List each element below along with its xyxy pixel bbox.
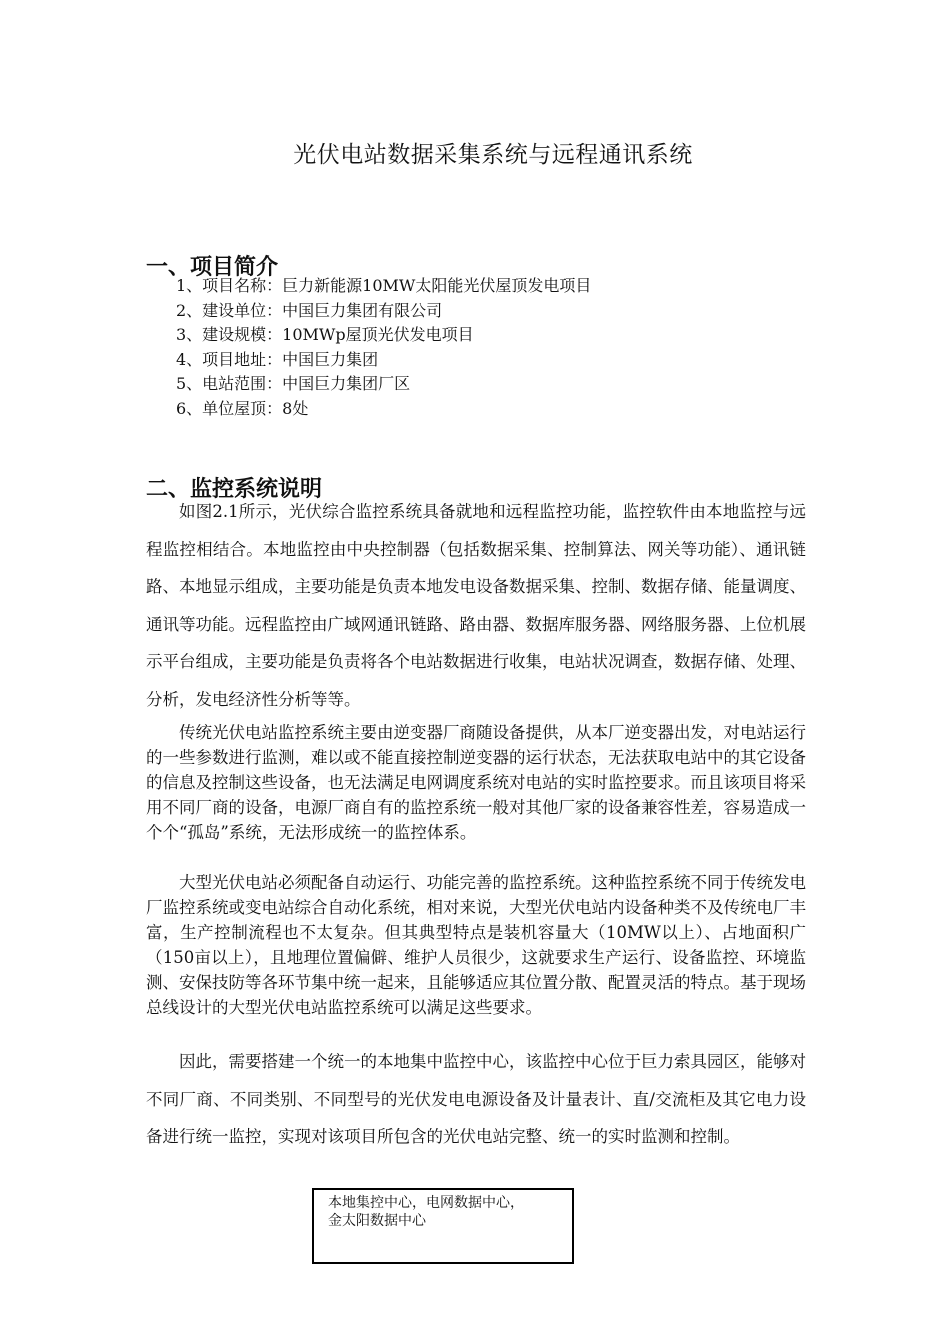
diagram-box-data-center [312, 1188, 574, 1264]
info-item-address: 4、项目地址：中国巨力集团 [176, 349, 379, 369]
info-item-project-name: 1、项目名称：巨力新能源10MW太阳能光伏屋顶发电项目 [176, 276, 592, 295]
section-heading-project-intro: 一、项目简介 [146, 255, 279, 280]
diagram-box-line-1: 本地集控中心，电网数据中心， [328, 1195, 524, 1211]
info-item-station-range: 5、电站范围：中国巨力集团厂区 [176, 374, 411, 393]
info-item-builder: 2、建设单位：中国巨力集团有限公司 [176, 300, 443, 320]
info-item-scale: 3、建设规模：10MWp屋顶光伏发电项目 [176, 325, 474, 344]
paragraph-central-monitoring: 因此，需要搭建一个统一的本地集中监控中心，该监控中心位于巨力索具园区，能够对不同厂商、不同类别、不同型号的光伏发电电源设备及计量表计、直/交流柜及其它电力设备进行统一监控，实现对该项目所包含的光伏电站完整、统一的实时监测和控制。 [146, 1052, 806, 1146]
info-item-roofs: 6、单位屋顶：8处 [176, 398, 309, 418]
document-title: 光伏电站数据采集系统与远程通讯系统 [293, 142, 693, 168]
paragraph-traditional-monitoring: 传统光伏电站监控系统主要由逆变器厂商随设备提供，从本厂逆变器出发，对电站运行的一些参数进行监测，难以或不能直接控制逆变器的运行状态，无法获取电站中的其它设备的信息及控制这些设备，也无法满足电网调度系统对电站的实时监控要求。而且该项目将采用不同厂商的设备，电源厂商自有的监控系统一般对其他厂家的设备兼容性差，容易造成一个个“孤岛”系统，无法形成统一的监控体系。 [146, 723, 806, 842]
paragraph-large-station-requirements: 大型光伏电站必须配备自动运行、功能完善的监控系统。这种监控系统不同于传统发电厂监控系统或变电站综合自动化系统，相对来说，大型光伏电站内设备种类不及传统电厂丰富，生产控制流程也不太复杂。但其典型特点是装机容量大（10MW以上）、占地面积广（150亩以上），且地理位置偏僻、维护人员很少，这就要求生产运行、设备监控、环境监测、安保技防等各环节集中统一起来，且能够适应其位置分散、配置灵活的特点。基于现场总线设计的大型光伏电站监控系统可以满足这些要求。 [146, 873, 806, 1017]
project-info-list [176, 274, 591, 421]
section-heading-monitoring: 二、监控系统说明 [146, 477, 323, 502]
paragraph-monitoring-overview: 如图2.1所示，光伏综合监控系统具备就地和远程监控功能，监控软件由本地监控与远程监控相结合。本地监控由中央控制器（包括数据采集、控制算法、网关等功能）、通讯链路、本地显示组成，主要功能是负责本地发电设备数据采集、控制、数据存储、能量调度、通讯等功能。远程监控由广域网通讯链路、路由器、数据库服务器、网络服务器、上位机展示平台组成，主要功能是负责将各个电站数据进行收集，电站状况调查，数据存储、处理、分析，发电经济性分析等等。 [146, 502, 806, 709]
diagram-box-line-2: 金太阳数据中心 [328, 1213, 426, 1229]
